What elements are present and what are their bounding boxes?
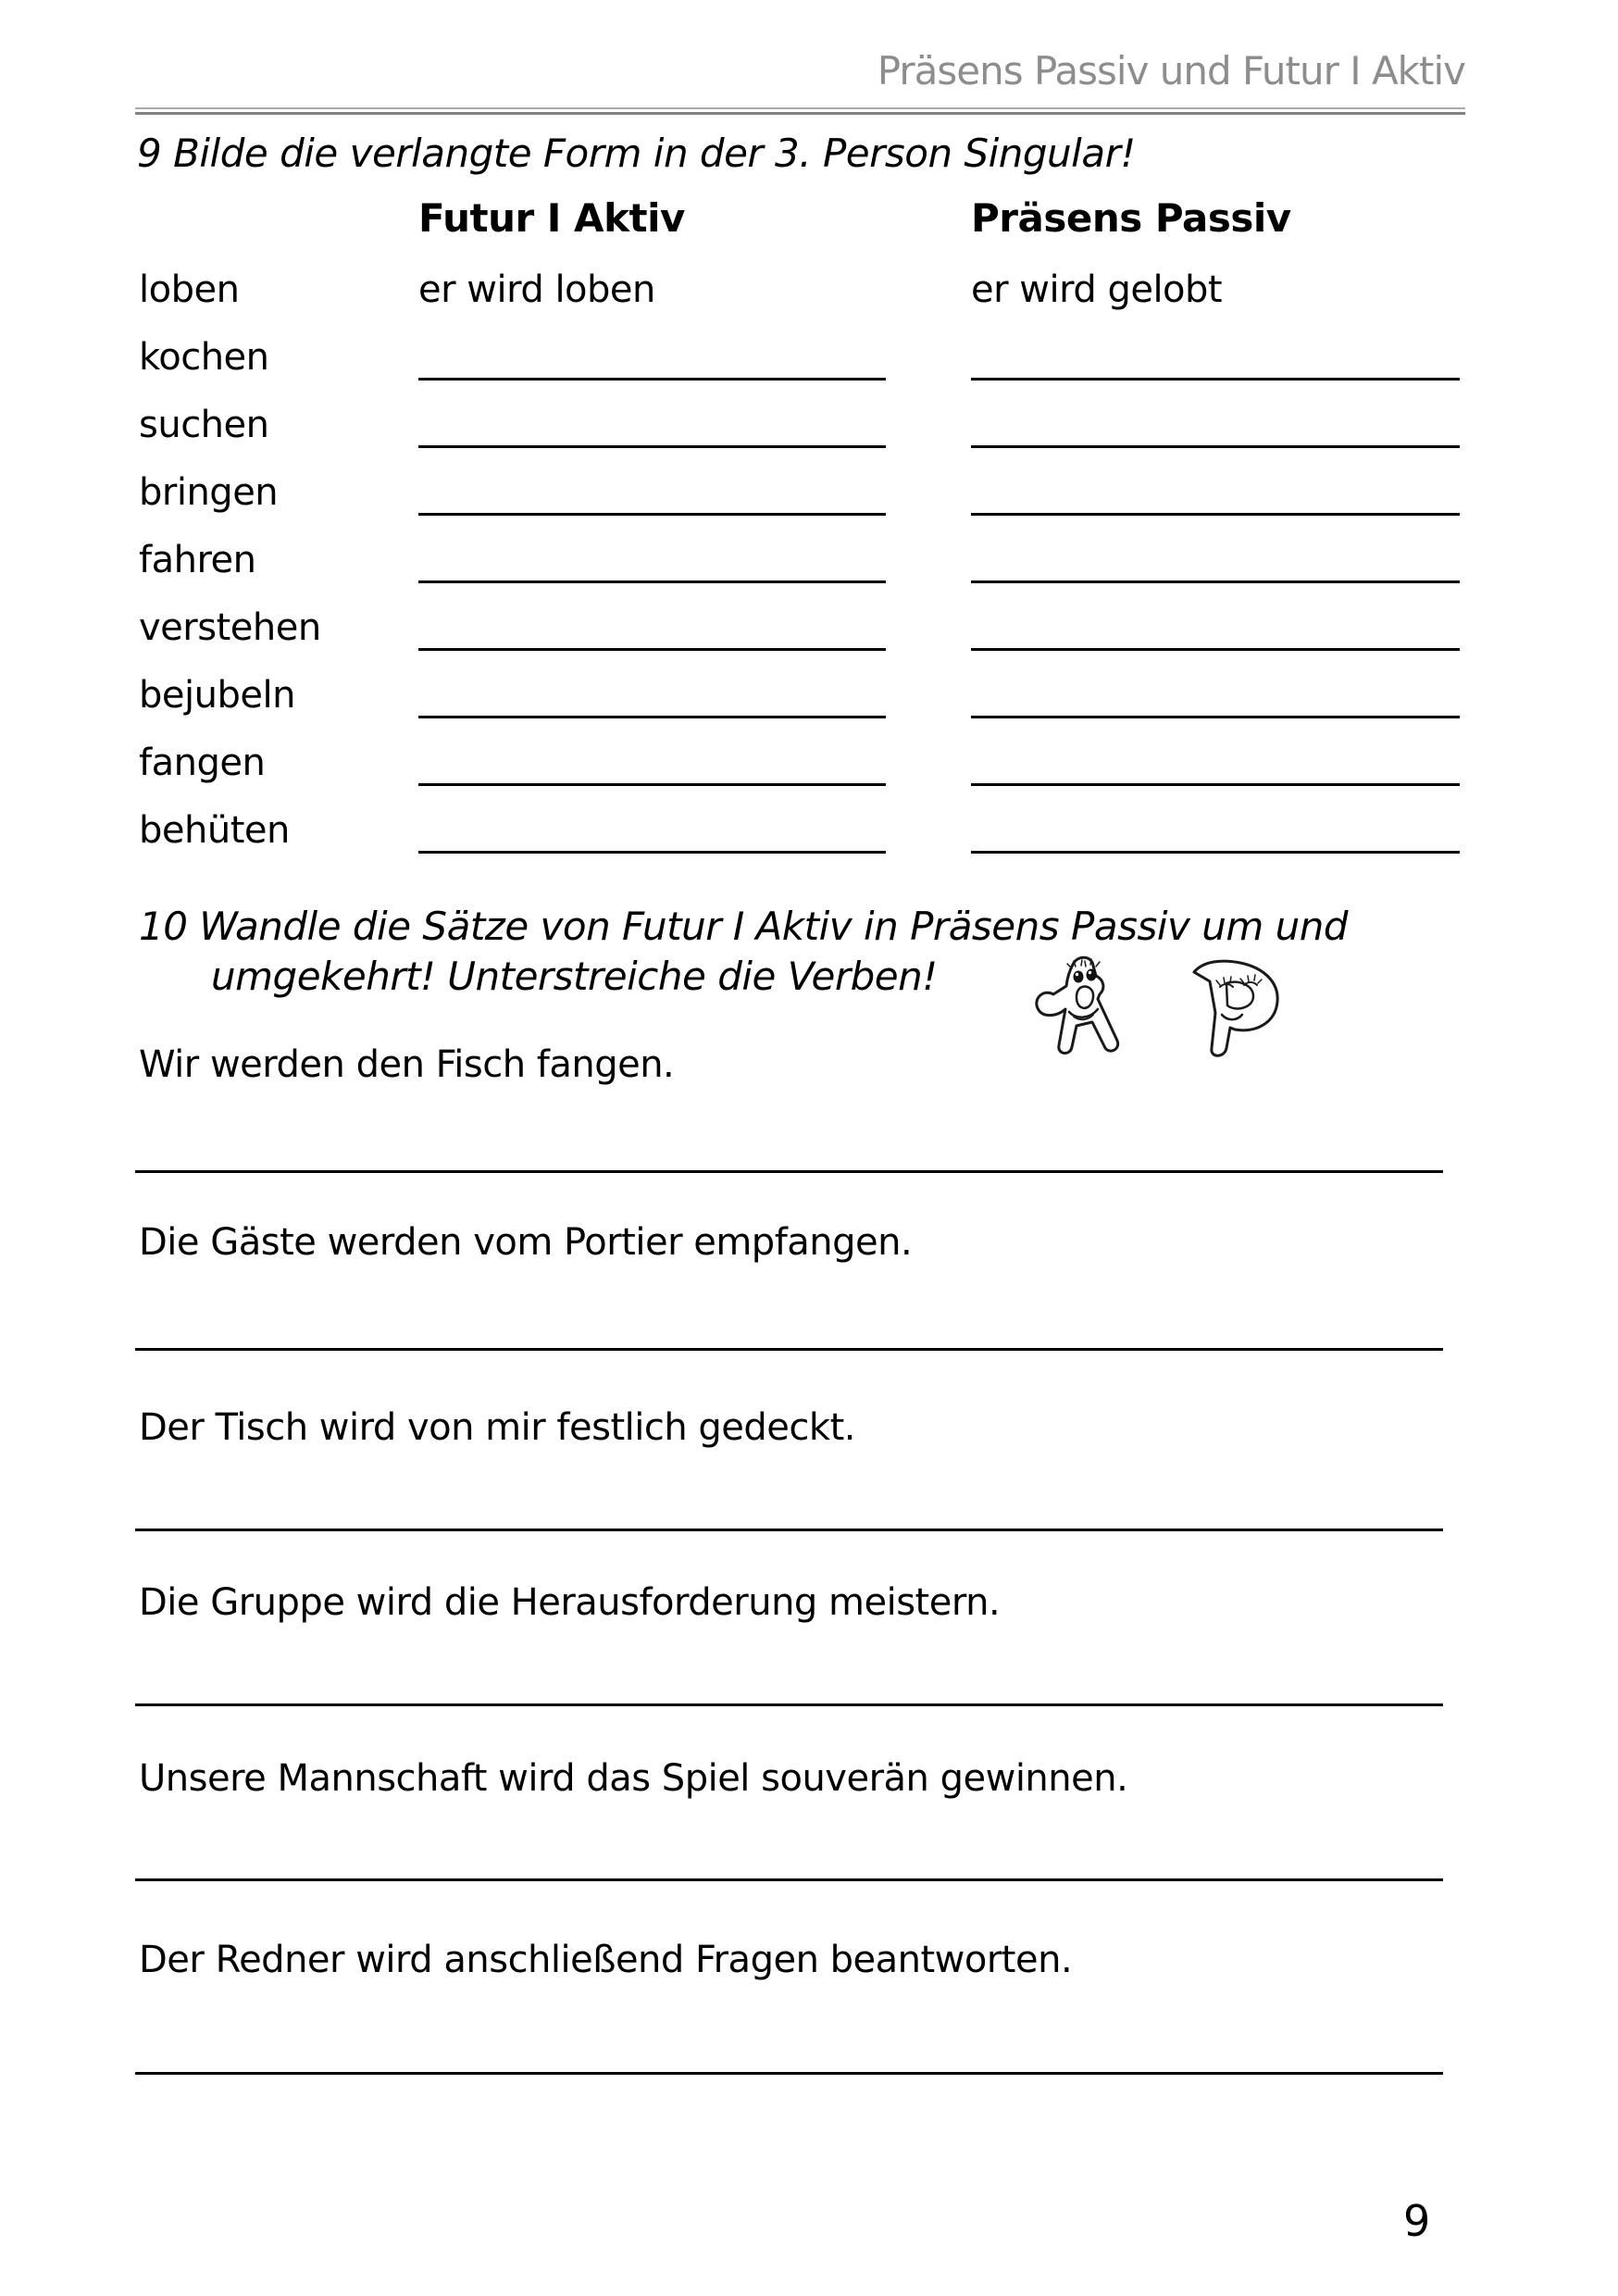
exercise10-title-line2: umgekehrt! Unterstreiche die Verben!	[211, 954, 938, 999]
verb-label: loben	[139, 268, 240, 311]
sentence-text: Die Gäste werden vom Portier empfangen.	[139, 1221, 913, 1264]
verb-label: kochen	[139, 336, 269, 379]
column-header-praesens: Präsens Passiv	[971, 195, 1291, 241]
verb-label: bringen	[139, 471, 279, 514]
answer-blank-praesens[interactable]	[971, 797, 1460, 854]
sentence-text: Der Tisch wird von mir festlich gedeckt.	[139, 1406, 855, 1449]
answer-blank-futur[interactable]	[418, 662, 886, 718]
table-row	[139, 527, 1464, 594]
table-row	[139, 256, 1464, 324]
answer-blank-praesens[interactable]	[971, 730, 1460, 786]
answer-blank-futur[interactable]	[418, 324, 886, 381]
answer-blank-praesens[interactable]	[971, 392, 1460, 448]
table-row	[139, 662, 1464, 730]
answer-blank-praesens[interactable]	[971, 662, 1460, 718]
verb-label: behüten	[139, 809, 290, 852]
example-praesens-text: er wird gelobt	[971, 268, 1223, 311]
table-row	[139, 730, 1464, 797]
header-divider	[135, 107, 1465, 115]
verb-label: fangen	[139, 742, 266, 784]
column-header-futur: Futur I Aktiv	[418, 195, 685, 241]
sentence-text: Wir werden den Fisch fangen.	[139, 1043, 675, 1086]
answer-blank-futur[interactable]	[418, 527, 886, 583]
answer-blank-futur[interactable]	[418, 730, 886, 786]
answer-blank-futur[interactable]	[418, 392, 886, 448]
answer-blank-futur[interactable]	[418, 594, 886, 651]
table-row	[139, 459, 1464, 527]
sentence-text: Unsere Mannschaft wird das Spiel souverän gewinnen.	[139, 1757, 1128, 1800]
verb-label: fahren	[139, 539, 256, 581]
exercise10-title-line1: 10 Wandle die Sätze von Futur I Aktiv in Präsens Passiv um und	[139, 904, 1348, 949]
verb-label: verstehen	[139, 606, 321, 649]
answer-blank-praesens[interactable]	[971, 324, 1460, 381]
sentence-text: Der Redner wird anschließend Fragen beantworten.	[139, 1939, 1073, 1981]
table-row	[139, 594, 1464, 662]
answer-blank-praesens[interactable]	[971, 527, 1460, 583]
verb-label: suchen	[139, 404, 269, 446]
answer-line[interactable]	[135, 1878, 1443, 1881]
sentence-text: Die Gruppe wird die Herausforderung meistern.	[139, 1581, 1001, 1624]
exercise9-title: 9 Bilde die verlangte Form in der 3. Person Singular!	[137, 131, 1136, 176]
answer-line[interactable]	[135, 1170, 1443, 1173]
answer-line[interactable]	[135, 1529, 1443, 1531]
table-row	[139, 392, 1464, 459]
exercise9-table	[139, 181, 1464, 865]
answer-blank-praesens[interactable]	[971, 594, 1460, 651]
answer-line[interactable]	[135, 1703, 1443, 1706]
decorative-letter-p-icon	[1194, 961, 1277, 1055]
decorative-letter-a-icon	[1037, 957, 1118, 1053]
page-header-title: Präsens Passiv und Futur I Aktiv	[877, 48, 1465, 94]
table-row	[139, 797, 1464, 865]
verb-label: bejubeln	[139, 674, 295, 717]
example-futur-text: er wird loben	[418, 268, 655, 311]
decorative-cartoon-letters	[1026, 952, 1294, 1067]
table-header-row	[139, 181, 1464, 256]
answer-blank-praesens[interactable]	[971, 459, 1460, 516]
answer-blank-futur[interactable]	[418, 797, 886, 854]
answer-line[interactable]	[135, 1348, 1443, 1351]
answer-line[interactable]	[135, 2072, 1443, 2075]
table-row	[139, 324, 1464, 392]
answer-blank-futur[interactable]	[418, 459, 886, 516]
page-number: 9	[1403, 2196, 1430, 2246]
